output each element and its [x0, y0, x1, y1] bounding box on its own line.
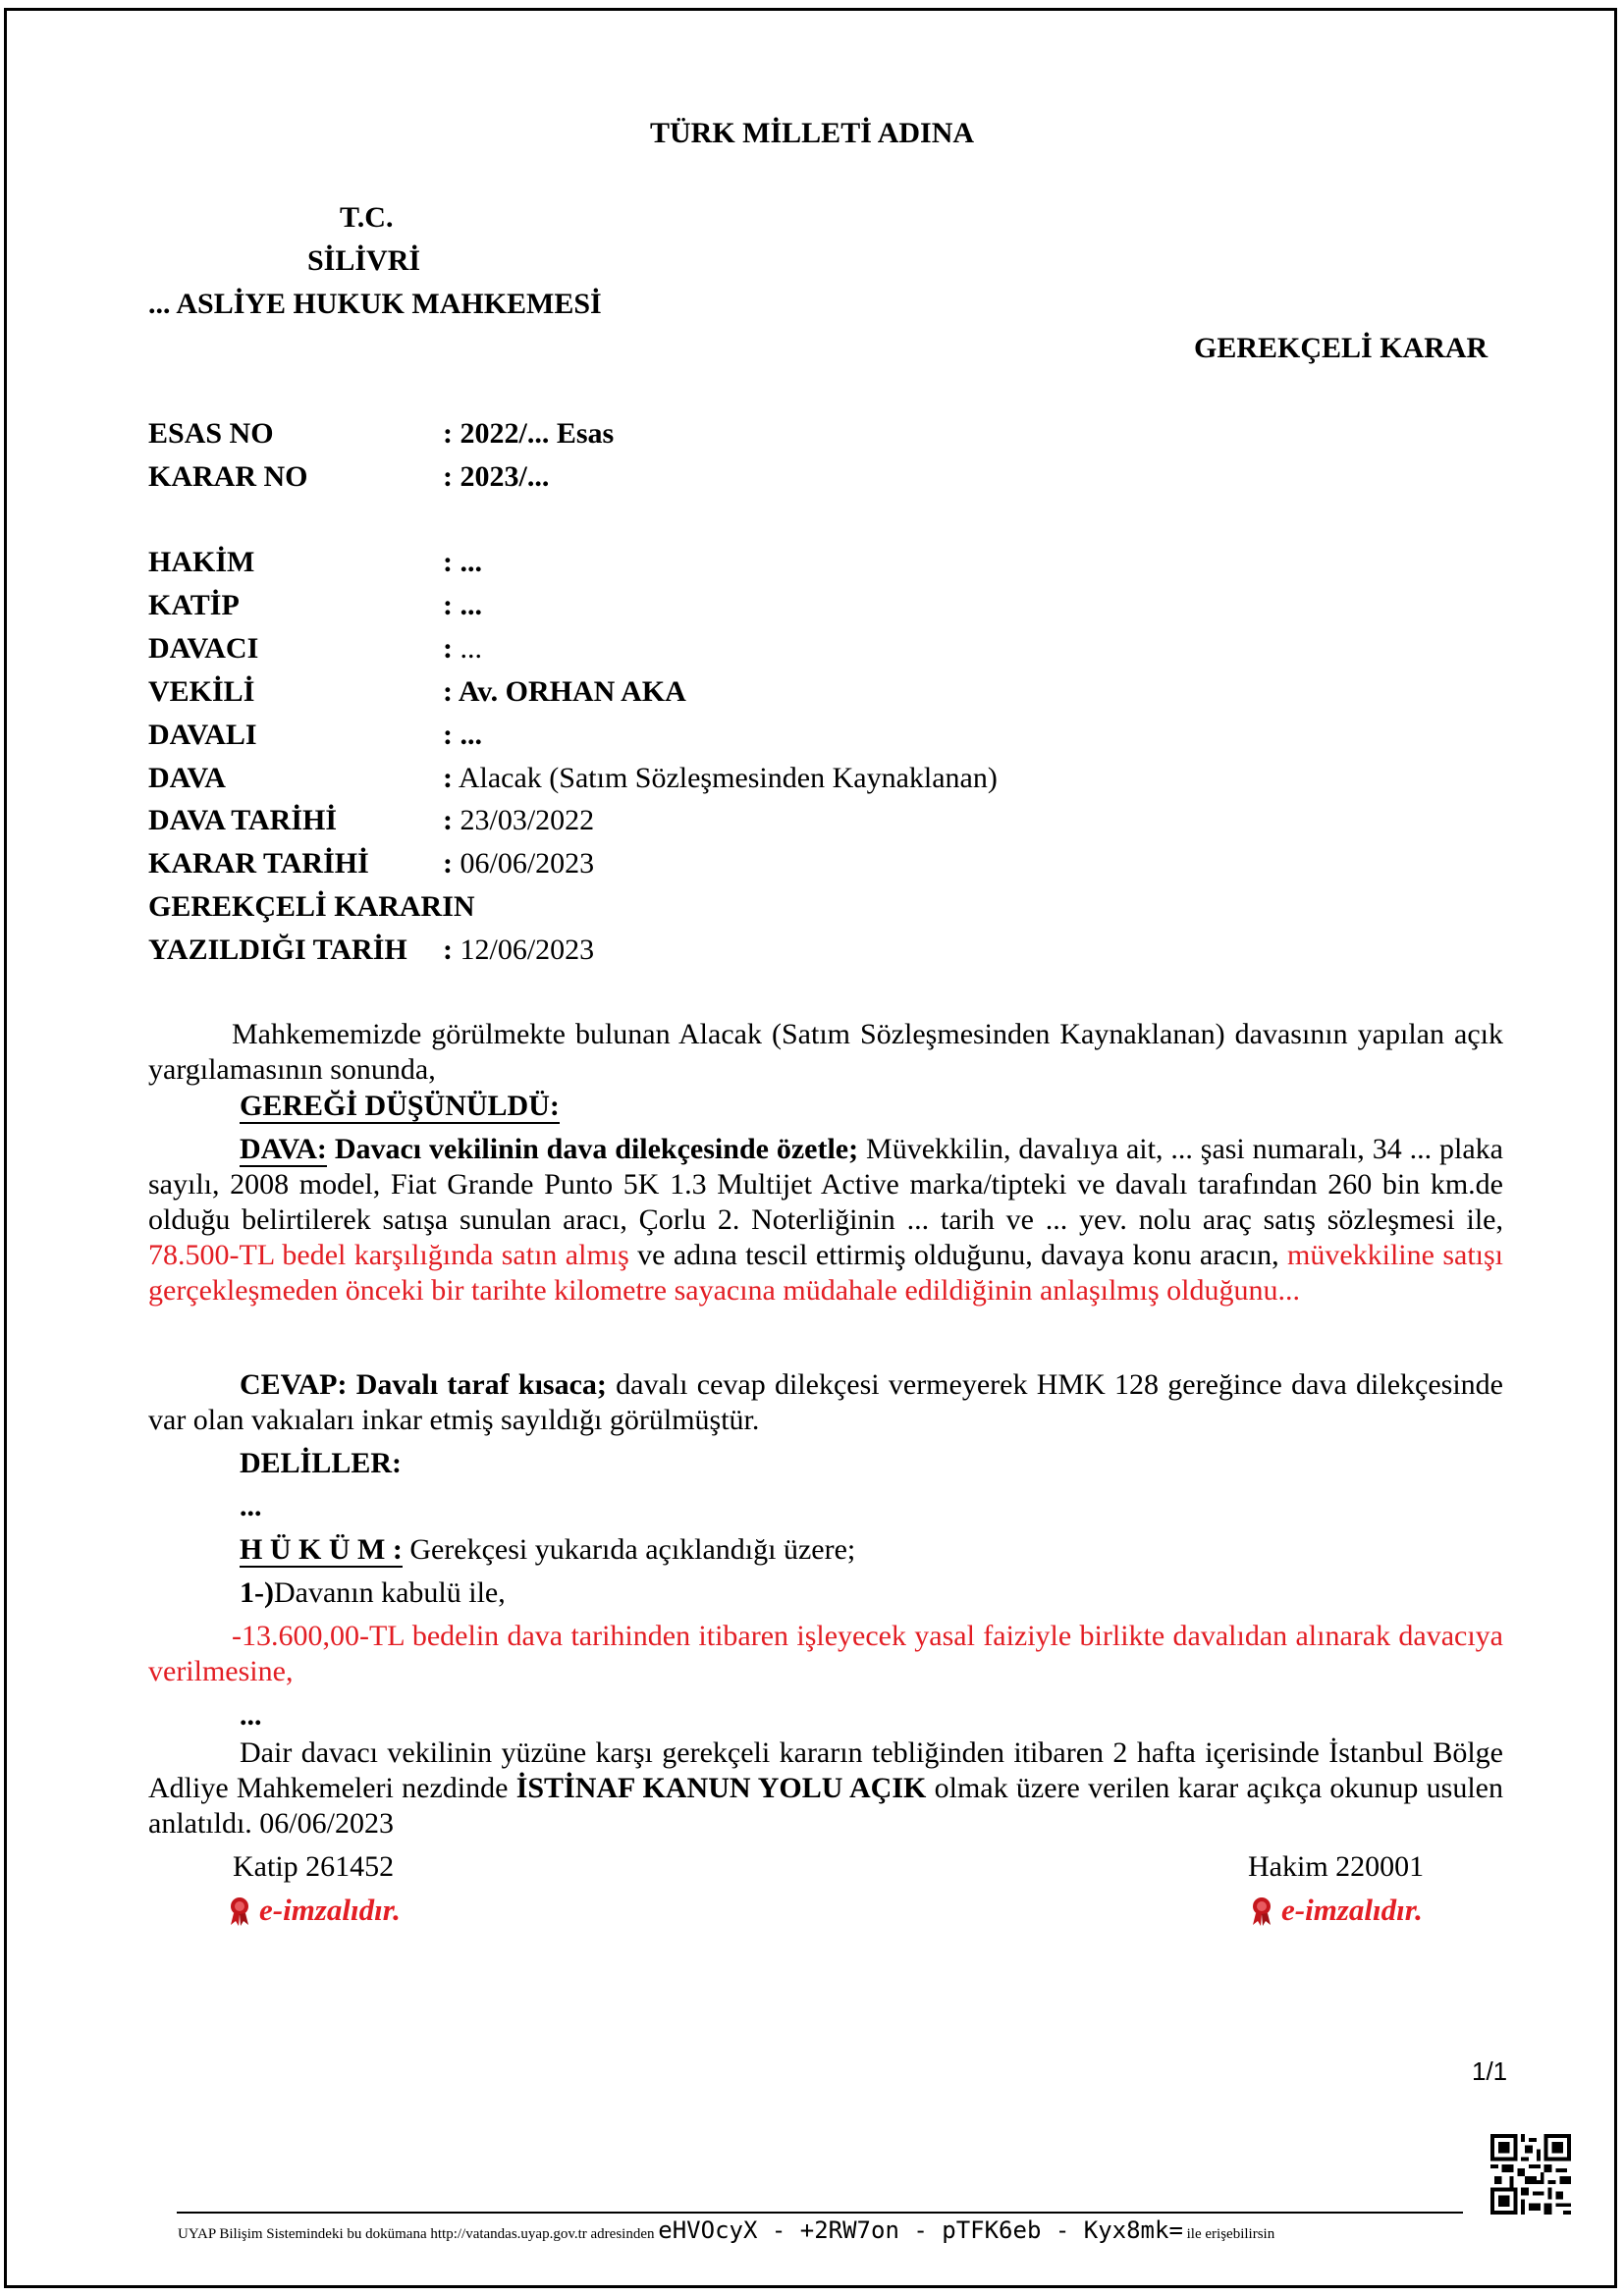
court-heading: ... ASLİYE HUKUK MAHKEMESİ	[148, 288, 602, 320]
party-label: DAVACI	[148, 632, 259, 665]
closing-paragraph: Dair davacı vekilinin yüzüne karşı gerekçeli kararın tebliğinden itibaren 2 hafta içerisinde İstanbul Bölge Adliye Mahkemeleri nezdinde İSTİNAF KANUN YOLU AÇIK olmak üzere verilen karar açıkça okunup usulen anlatıldı. 06/06/2023	[148, 1736, 1503, 1840]
party-value: : ...	[443, 589, 482, 621]
e-signature-seal-icon	[226, 1896, 253, 1925]
party-label: KARAR TARİHİ	[148, 847, 369, 880]
geregi-heading: GEREĞİ DÜŞÜNÜLDÜ:	[240, 1090, 560, 1122]
intro-paragraph: Mahkememizde görülmekte bulunan Alacak (Satım Sözleşmesinden Kaynaklanan) davasının yapılan açık yargılamasının sonunda,	[148, 1018, 1503, 1086]
city-heading: SİLİVRİ	[307, 244, 421, 277]
hukum-line: H Ü K Ü M : Gerekçesi yukarıda açıklandığı üzere;	[240, 1533, 856, 1566]
hakim-esignature: e-imzalıdır.	[1248, 1893, 1423, 1928]
red-clause: -13.600,00-TL bedelin dava tarihinden itibaren işleyecek yasal faiziyle birlikte davalıdan alınarak davacıya verilmesine,	[148, 1620, 1503, 1687]
ellipsis: ...	[240, 1699, 262, 1732]
dava-label: DAVA:	[240, 1133, 327, 1165]
katip-esignature: e-imzalıdır.	[226, 1893, 401, 1928]
party-label: HAKİM	[148, 546, 255, 578]
written-date-value: : 12/06/2023	[443, 934, 595, 966]
hukum-item-1: 1-)Davanın kabulü ile,	[240, 1576, 506, 1609]
deliller-heading: DELİLLER:	[240, 1447, 403, 1479]
esas-label: ESAS NO	[148, 417, 274, 450]
document-type: GEREKÇELİ KARAR	[1194, 332, 1489, 364]
party-value: : Alacak (Satım Sözleşmesinden Kaynaklanan)	[443, 762, 998, 794]
written-date-label-2: YAZILDIĞI TARİH	[148, 934, 407, 966]
page-number: 1/1	[1472, 2056, 1508, 2086]
qr-code-icon	[1490, 2134, 1571, 2215]
karar-value: : 2023/...	[443, 460, 550, 493]
party-value: : 23/03/2022	[443, 804, 595, 836]
party-label: VEKİLİ	[148, 675, 255, 708]
footer-divider	[177, 2212, 1463, 2214]
party-value: : ...	[443, 546, 482, 578]
party-label: DAVA TARİHİ	[148, 804, 338, 836]
karar-label: KARAR NO	[148, 460, 308, 493]
esas-value: : 2022/... Esas	[443, 417, 615, 450]
party-value: : ...	[443, 632, 482, 665]
tc-heading: T.C.	[340, 201, 394, 234]
party-value: : 06/06/2023	[443, 847, 595, 880]
nation-heading: TÜRK MİLLETİ ADINA	[650, 117, 975, 149]
katip-signature-label: Katip 261452	[233, 1850, 395, 1883]
party-label: DAVA	[148, 762, 226, 794]
party-label: KATİP	[148, 589, 240, 621]
footer-text: UYAP Bilişim Sistemindeki bu dokümana http://vatandas.uyap.gov.tr adresinden eHVOcyX - +2RW7on - pTFK6eb - Kyx8mk= ile erişebilirsin	[178, 2216, 1275, 2244]
e-signature-seal-icon	[1248, 1896, 1275, 1925]
ellipsis: ...	[240, 1490, 262, 1522]
party-label: DAVALI	[148, 719, 257, 751]
party-value: : ...	[443, 719, 482, 751]
dava-paragraph: DAVA: Davacı vekilinin dava dilekçesinde özetle; Müvekkilin, davalıya ait, ... şasi numaralı, 34 ... plaka sayılı, 2008 model, Fiat Grande Punto 5K 1.3 Multijet Active marka/tipteki ve davalı tarafından 260 bin km.de olduğu belirtilerek satışa sunulan aracı, Çorlu 2. Noterliğinin ... tarih ve ... yev. nolu araç satış sözleşmesi ile, 78.500-TL bedel karşılığında satın almış ve adına tescil ettirmiş olduğunu, davaya konu aracın, müvekkiline satışı gerçekleşmeden önceki bir tarihte kilometre sayacına müdahale edildiğinin anlaşılmış olduğunu...	[148, 1133, 1503, 1307]
party-value: : Av. ORHAN AKA	[443, 675, 686, 708]
cevap-paragraph: CEVAP: Davalı taraf kısaca; davalı cevap dilekçesi vermeyerek HMK 128 gereğince dava dilekçesinde var olan vakıaları inkar etmiş sayıldığı görülmüştür.	[148, 1368, 1503, 1436]
verification-code: eHVOcyX - +2RW7on - pTFK6eb - Kyx8mk=	[658, 2216, 1183, 2244]
written-date-label-1: GEREKÇELİ KARARIN	[148, 890, 475, 923]
hakim-signature-label: Hakim 220001	[1248, 1850, 1425, 1883]
hukum-label: H Ü K Ü M :	[240, 1533, 403, 1566]
